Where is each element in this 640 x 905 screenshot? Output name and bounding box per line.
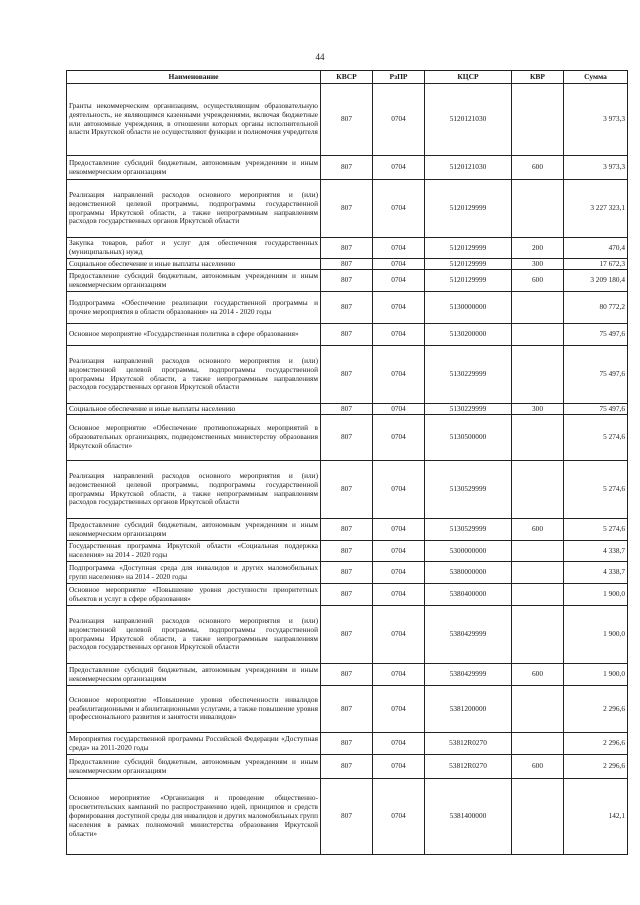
table-row — [67, 461, 628, 519]
row-rzpr: 0704 — [373, 755, 425, 779]
row-kvr — [512, 584, 564, 606]
row-kvsr: 807 — [321, 259, 373, 270]
row-sum: 3 973,3 — [564, 156, 628, 180]
row-rzpr: 0704 — [373, 180, 425, 238]
row-sum: 5 274,6 — [564, 461, 628, 519]
row-kvr — [512, 686, 564, 733]
row-kvr — [512, 324, 564, 346]
row-kvsr: 807 — [321, 156, 373, 180]
column-header-kvsr: КВСР — [321, 71, 373, 84]
row-kcsr: 5380000000 — [425, 562, 512, 584]
table-header-row — [67, 71, 628, 84]
row-kvr: 200 — [512, 238, 564, 259]
row-kvsr: 807 — [321, 755, 373, 779]
row-kcsr: 53812R0270 — [425, 755, 512, 779]
row-rzpr: 0704 — [373, 686, 425, 733]
row-kvr — [512, 562, 564, 584]
row-name: Основное мероприятие «Повышение уровня обеспеченности инвалидов реабилитационными и абилитационными услугами, а также повышение уровня профессионального развития и занятости инвалидов» — [67, 686, 321, 733]
row-kcsr: 5120129999 — [425, 259, 512, 270]
table-row — [67, 755, 628, 779]
row-kcsr: 5130500000 — [425, 415, 512, 461]
row-kvr: 300 — [512, 404, 564, 415]
row-rzpr: 0704 — [373, 562, 425, 584]
row-name: Основное мероприятие «Повышение уровня доступности приоритетных объектов и услуг в сфере образования» — [67, 584, 321, 606]
table-row — [67, 779, 628, 855]
table-row — [67, 562, 628, 584]
row-kvr: 600 — [512, 270, 564, 292]
row-rzpr: 0704 — [373, 461, 425, 519]
row-name: Подпрограмма «Доступная среда для инвалидов и других маломобильных групп населения» на 2014 - 2020 годы — [67, 562, 321, 584]
row-kvsr: 807 — [321, 686, 373, 733]
table-row — [67, 415, 628, 461]
row-sum: 1 900,0 — [564, 664, 628, 686]
row-name: Основное мероприятие «Организация и проведение общественно-просветительских кампаний по распространению идей, принципов и средств формирования доступной среды для инвалидов и других маломобильных групп населения в рамках полномочий министерства образования Иркутской области» — [67, 779, 321, 855]
row-kcsr: 5380400000 — [425, 584, 512, 606]
row-kvr: 600 — [512, 664, 564, 686]
row-name: Предоставление субсидий бюджетным, автономным учреждениям и иным некоммерческим организациям — [67, 519, 321, 541]
row-name: Подпрограмма «Обеспечение реализации государственной программы и прочие мероприятия в области образования» на 2014 - 2020 годы — [67, 292, 321, 324]
row-kvr — [512, 733, 564, 755]
row-kcsr: 5120129999 — [425, 180, 512, 238]
row-kcsr: 5380429999 — [425, 606, 512, 664]
row-kvsr: 807 — [321, 584, 373, 606]
table-row — [67, 606, 628, 664]
table-row — [67, 541, 628, 562]
table-row — [67, 733, 628, 755]
row-kcsr: 5381400000 — [425, 779, 512, 855]
row-name: Реализация направлений расходов основного мероприятия и (или) ведомственной целевой программы, подпрограммы государственной программы Иркутской области, а также непрограммным направлениям расходов государственных органов Иркутской области — [67, 606, 321, 664]
table-row — [67, 519, 628, 541]
row-rzpr: 0704 — [373, 270, 425, 292]
row-sum: 142,1 — [564, 779, 628, 855]
row-kcsr: 5120129999 — [425, 270, 512, 292]
row-sum: 2 296,6 — [564, 733, 628, 755]
row-rzpr: 0704 — [373, 415, 425, 461]
row-sum: 80 772,2 — [564, 292, 628, 324]
row-kcsr: 5120129999 — [425, 238, 512, 259]
column-header-sum: Сумма — [564, 71, 628, 84]
row-name: Реализация направлений расходов основного мероприятия и (или) ведомственной целевой программы, подпрограммы государственной программы Иркутской области, а также непрограммным направлениям расходов государственных органов Иркутской области — [67, 461, 321, 519]
row-name: Социальное обеспечение и иные выплаты населению — [67, 404, 321, 415]
row-kvsr: 807 — [321, 404, 373, 415]
row-kvsr: 807 — [321, 346, 373, 404]
row-kcsr: 5130529999 — [425, 519, 512, 541]
row-kvr: 600 — [512, 156, 564, 180]
row-rzpr: 0704 — [373, 259, 425, 270]
row-name: Реализация направлений расходов основного мероприятия и (или) ведомственной целевой программы, подпрограммы государственной программы Иркутской области, а также непрограммным направлениям расходов государственных органов Иркутской области — [67, 346, 321, 404]
row-kvr — [512, 292, 564, 324]
row-sum: 75 497,6 — [564, 404, 628, 415]
row-sum: 3 227 323,1 — [564, 180, 628, 238]
row-kcsr: 5120121030 — [425, 156, 512, 180]
row-kvsr: 807 — [321, 461, 373, 519]
row-rzpr: 0704 — [373, 584, 425, 606]
row-kvsr: 807 — [321, 292, 373, 324]
row-name: Закупка товаров, работ и услуг для обеспечения государственных (муниципальных) нужд — [67, 238, 321, 259]
row-kvsr: 807 — [321, 415, 373, 461]
table-row — [67, 686, 628, 733]
row-kcsr: 5380429999 — [425, 664, 512, 686]
row-rzpr: 0704 — [373, 404, 425, 415]
row-rzpr: 0704 — [373, 541, 425, 562]
row-sum: 3 209 180,4 — [564, 270, 628, 292]
row-sum: 1 900,0 — [564, 584, 628, 606]
row-kcsr: 5130229999 — [425, 346, 512, 404]
budget-table — [66, 70, 628, 855]
row-kvr — [512, 541, 564, 562]
column-header-kcsr: КЦСР — [425, 71, 512, 84]
row-kvr — [512, 180, 564, 238]
column-header-name: Наименование — [67, 71, 321, 84]
row-kcsr: 5300000000 — [425, 541, 512, 562]
row-name: Основное мероприятие «Обеспечение противопожарных мероприятий в образовательных организациях, подведомственных министерству образования Иркутской области» — [67, 415, 321, 461]
row-rzpr: 0704 — [373, 156, 425, 180]
table-row — [67, 180, 628, 238]
row-kvr — [512, 461, 564, 519]
table-row — [67, 664, 628, 686]
row-sum: 4 338,7 — [564, 562, 628, 584]
row-kvr — [512, 415, 564, 461]
row-kvr — [512, 779, 564, 855]
row-sum: 75 497,6 — [564, 324, 628, 346]
row-kvsr: 807 — [321, 664, 373, 686]
row-rzpr: 0704 — [373, 324, 425, 346]
row-rzpr: 0704 — [373, 606, 425, 664]
row-sum: 4 338,7 — [564, 541, 628, 562]
row-sum: 470,4 — [564, 238, 628, 259]
row-kvr: 600 — [512, 755, 564, 779]
row-sum: 3 973,3 — [564, 84, 628, 156]
row-kvsr: 807 — [321, 270, 373, 292]
row-name: Мероприятия государственной программы Российской Федерации «Доступная среда» на 2011-2020 годы — [67, 733, 321, 755]
row-kvsr: 807 — [321, 180, 373, 238]
row-sum: 5 274,6 — [564, 415, 628, 461]
row-name: Предоставление субсидий бюджетным, автономным учреждениям и иным некоммерческим организациям — [67, 156, 321, 180]
row-kvsr: 807 — [321, 541, 373, 562]
row-kvsr: 807 — [321, 84, 373, 156]
row-name: Гранты некоммерческим организациям, осуществляющим образовательную деятельность, не являющимся казенными учреждениями, включая бюджетные или автономные учреждения, в отношении которых органы исполнительной власти Иркутской области не осуществляют функции и полномочия учредителя — [67, 84, 321, 156]
row-kcsr: 5120121030 — [425, 84, 512, 156]
row-kvr — [512, 346, 564, 404]
column-header-rzpr: РзПР — [373, 71, 425, 84]
row-rzpr: 0704 — [373, 664, 425, 686]
row-name: Предоставление субсидий бюджетным, автономным учреждениям и иным некоммерческим организациям — [67, 270, 321, 292]
row-kvsr: 807 — [321, 733, 373, 755]
table-row — [67, 292, 628, 324]
table-row — [67, 324, 628, 346]
row-kcsr: 5130200000 — [425, 324, 512, 346]
row-sum: 1 900,0 — [564, 606, 628, 664]
table-row — [67, 404, 628, 415]
row-kvsr: 807 — [321, 324, 373, 346]
row-kvsr: 807 — [321, 606, 373, 664]
row-kvsr: 807 — [321, 779, 373, 855]
row-rzpr: 0704 — [373, 238, 425, 259]
row-kcsr: 5130529999 — [425, 461, 512, 519]
row-name: Социальное обеспечение и иные выплаты населению — [67, 259, 321, 270]
row-kvr — [512, 606, 564, 664]
row-rzpr: 0704 — [373, 519, 425, 541]
row-kvr — [512, 84, 564, 156]
table-row — [67, 84, 628, 156]
table-row — [67, 238, 628, 259]
row-name: Основное мероприятие «Государственная политика в сфере образования» — [67, 324, 321, 346]
row-rzpr: 0704 — [373, 733, 425, 755]
row-kcsr: 5381200000 — [425, 686, 512, 733]
table-row — [67, 156, 628, 180]
row-name: Государственная программа Иркутской области «Социальная поддержка населения» на 2014 - 2020 годы — [67, 541, 321, 562]
row-rzpr: 0704 — [373, 346, 425, 404]
page-number: 44 — [315, 52, 325, 62]
row-name: Предоставление субсидий бюджетным, автономным учреждениям и иным некоммерческим организациям — [67, 664, 321, 686]
row-rzpr: 0704 — [373, 84, 425, 156]
row-kcsr: 53812R0270 — [425, 733, 512, 755]
row-name: Реализация направлений расходов основного мероприятия и (или) ведомственной целевой программы, подпрограммы государственной программы Иркутской области, а также непрограммным направлениям расходов государственных органов Иркутской области — [67, 180, 321, 238]
row-kvsr: 807 — [321, 519, 373, 541]
row-sum: 2 296,6 — [564, 755, 628, 779]
column-header-kvr: КВР — [512, 71, 564, 84]
row-kvsr: 807 — [321, 238, 373, 259]
row-sum: 2 296,6 — [564, 686, 628, 733]
row-rzpr: 0704 — [373, 779, 425, 855]
row-sum: 5 274,6 — [564, 519, 628, 541]
table-row — [67, 270, 628, 292]
row-kvr: 600 — [512, 519, 564, 541]
row-name: Предоставление субсидий бюджетным, автономным учреждениям и иным некоммерческим организациям — [67, 755, 321, 779]
row-kvsr: 807 — [321, 562, 373, 584]
row-kcsr: 5130229999 — [425, 404, 512, 415]
row-kcsr: 5130000000 — [425, 292, 512, 324]
row-rzpr: 0704 — [373, 292, 425, 324]
row-sum: 75 497,6 — [564, 346, 628, 404]
row-sum: 17 672,3 — [564, 259, 628, 270]
table-row — [67, 584, 628, 606]
table-row — [67, 259, 628, 270]
row-kvr: 300 — [512, 259, 564, 270]
table-row — [67, 346, 628, 404]
